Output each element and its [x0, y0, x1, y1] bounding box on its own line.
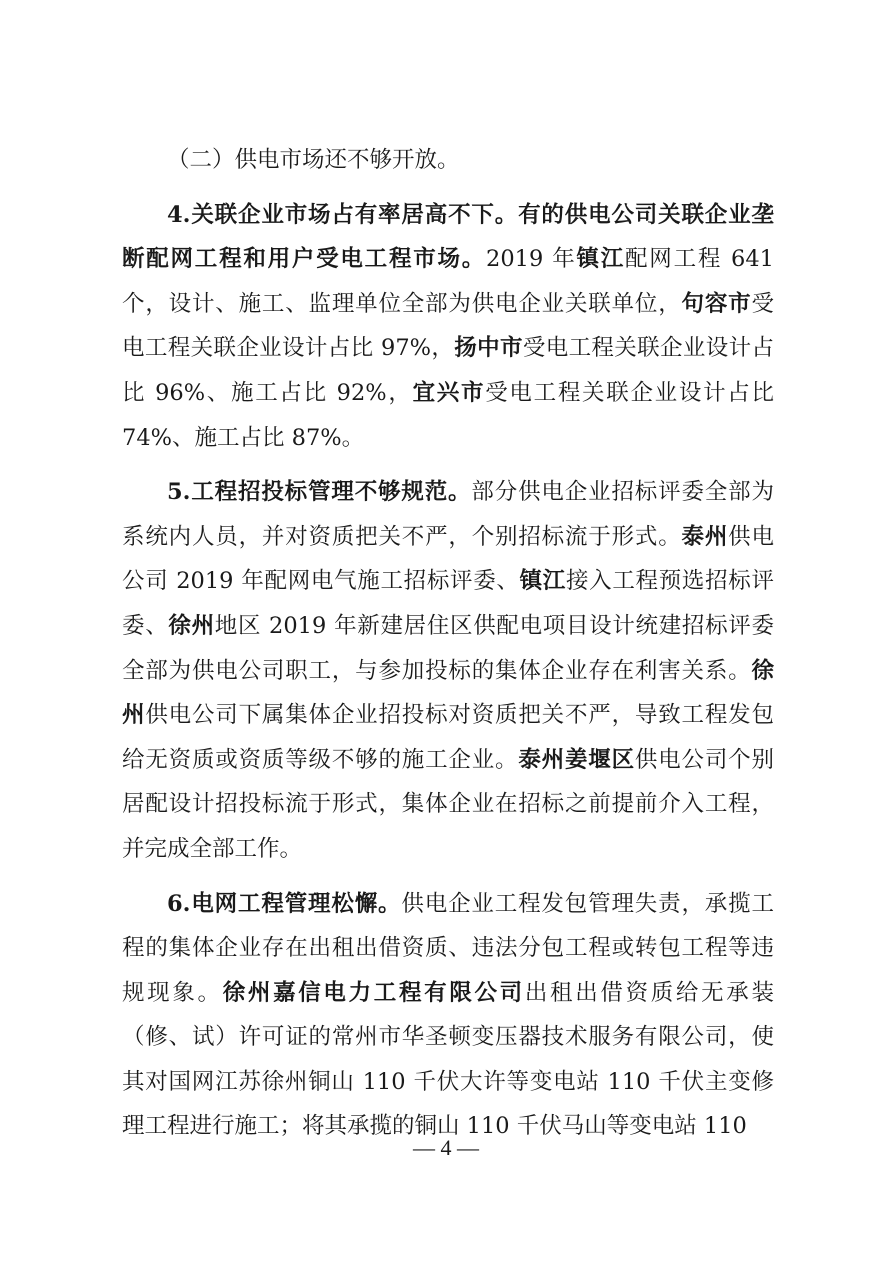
paragraph-5-text-5: 供电公司下属集体企业招投标对资质把关不严，导致工程发包给无资质或资质等级不够的施工企业。: [122, 702, 774, 773]
paragraph-5-lead: 5.工程招投标管理不够规范。: [167, 479, 472, 506]
paragraph-4-text-4: 受电工程关联企业设计占比 96%、施工占比 92%，: [122, 335, 774, 406]
paragraph-4-lead: 4.关联企业市场占有率居高不下。有的供电公司关联企业垄断配网工程和用户受电工程市场。: [122, 201, 774, 273]
paragraph-5-bold-1: 泰州: [681, 523, 729, 550]
paragraph-4-bold-4: 宜兴市: [412, 379, 486, 406]
paragraph-4-bold-2: 句容市: [681, 290, 752, 317]
paragraph-6-text-1: 供电企业工程发包管理失责，承揽工程的集体企业存在出租出借资质、违法分包工程或转包工程等违规现象。: [122, 890, 774, 1006]
paragraph-4-text-3: 受电工程关联企业设计占比 97%，: [122, 290, 774, 362]
page-number: — 4 —: [413, 1135, 479, 1160]
paragraph-4-text-5: 受电工程关联企业设计占比 74%、施工占比 87%。: [122, 379, 774, 451]
paragraph-4-bold-3: 扬中市: [454, 335, 523, 362]
section-heading-text: （二）供电市场还不够开放。: [167, 147, 460, 173]
paragraph-5-text-4: 地区 2019 年新建居住区供配电项目设计统建招标评委全部为供电公司职工，与参加投标的集体企业存在利害关系。: [122, 612, 774, 684]
paragraph-4: [122, 193, 774, 461]
paragraph-5-text-3: 接入工程预选招标评委、: [122, 568, 774, 639]
paragraph-6: [122, 882, 774, 1150]
paragraph-5-bold-2: 镇江: [519, 568, 566, 595]
document-body: [122, 138, 774, 1149]
paragraph-5-text-2: 供电公司 2019 年配网电气施工招标评委、: [122, 523, 774, 595]
paragraph-5: [122, 470, 774, 871]
section-heading: [122, 138, 774, 183]
paragraph-6-text-2: 出租出借资质给无承装（修、试）许可证的常州市华圣顿变压器技术服务有限公司，使其对国网江苏徐州铜山 110 千伏大许等变电站 110 千伏主变修理工程进行施工；将其承揽的铜山 110 千伏马山等变电站 110: [122, 979, 774, 1140]
paragraph-5-text-6: 供电公司个别居配设计招投标流于形式，集体企业在招标之前提前介入工程，并完成全部工作。: [122, 746, 774, 862]
paragraph-5-bold-5: 泰州姜堰区: [518, 746, 635, 773]
paragraph-4-bold-1: 镇江: [576, 246, 626, 273]
paragraph-5-bold-4: 徐州: [122, 657, 774, 729]
paragraph-6-lead: 6.电网工程管理松懈。: [167, 890, 402, 917]
paragraph-5-bold-3: 徐州: [168, 612, 215, 639]
paragraph-5-text-1: 部分供电企业招标评委全部为系统内人员，并对资质把关不严，个别招标流于形式。: [122, 479, 774, 550]
paragraph-4-text-1: 2019 年: [486, 246, 577, 273]
paragraph-4-text-2: 配网工程 641 个，设计、施工、监理单位全部为供电企业关联单位，: [122, 246, 774, 317]
paragraph-6-bold-1: 徐州嘉信电力工程有限公司: [222, 979, 525, 1006]
